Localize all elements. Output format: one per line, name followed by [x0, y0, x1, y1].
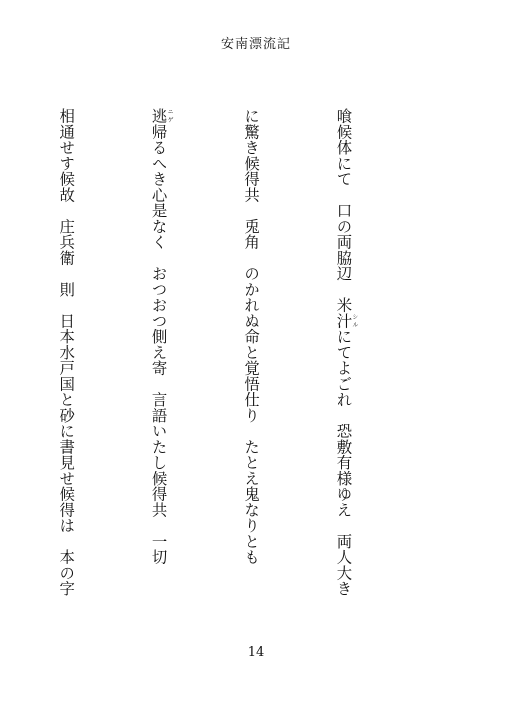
vertical-body-text: [0, 108, 420, 597]
text-column-2: に驚き候得共 兎角 のかれぬ命と覚悟仕り たとえ鬼なりとも: [242, 108, 261, 565]
running-title: 安南漂流記: [220, 37, 291, 52]
furigana-nige: 逃ニゲ: [149, 108, 174, 124]
page-number: 14: [247, 645, 265, 660]
text-column-1: 喰候体にて 口の両脇辺 米汁シルにてよごれ 恐敷有様ゆえ 両人大き: [334, 108, 358, 597]
text-column-4: 相通せす候故 庄兵衛 則 日本水戸国と砂に書見せ候得は 本の字: [57, 108, 76, 597]
text-column-3: 逃ニゲ帰るへき心是なく おつおつ側え寄 言語いたし候得共 一切: [149, 108, 174, 565]
furigana-shiru: 汁シル: [334, 312, 358, 329]
